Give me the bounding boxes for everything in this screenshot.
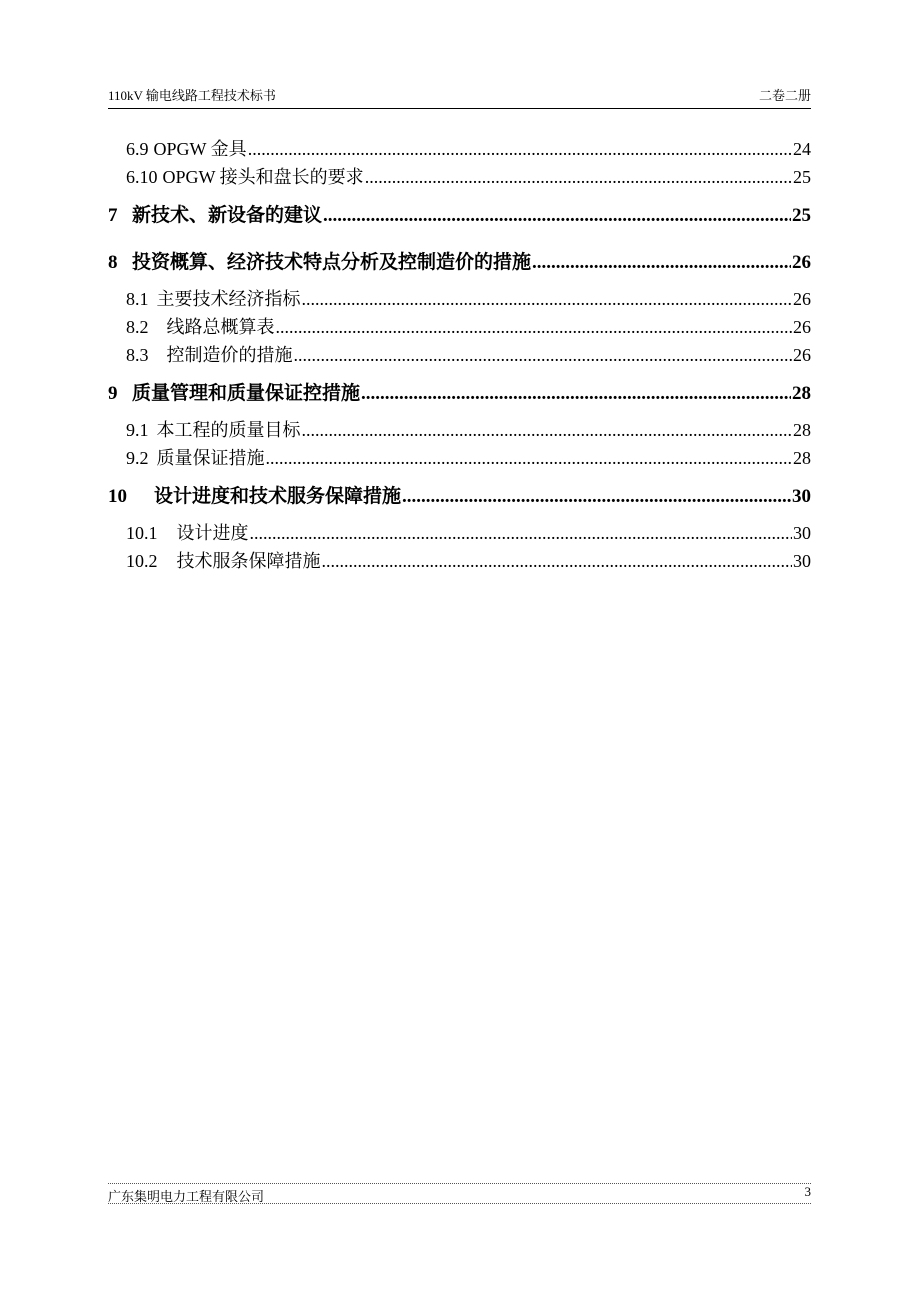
toc-title: 线路总概算表 <box>166 317 275 337</box>
toc-leader <box>276 317 793 338</box>
toc-title: 设计进度和技术服务保障措施 <box>154 486 402 507</box>
toc-leader <box>302 289 793 310</box>
page-footer <box>108 1183 811 1205</box>
toc-leader <box>361 383 791 405</box>
toc-entry-8[interactable] <box>108 247 811 273</box>
toc-leader <box>532 252 791 274</box>
toc-number: 10.1 <box>126 523 158 543</box>
toc-entry-8-2[interactable] <box>126 313 811 339</box>
toc-entry-6-9[interactable] <box>126 135 811 161</box>
toc-number: 8.3 <box>126 345 149 365</box>
toc-page: 28 <box>793 448 811 468</box>
toc-number: 9.2 <box>126 448 149 468</box>
toc-number: 9 <box>108 383 118 404</box>
toc-leader <box>302 420 793 441</box>
toc-entry-8-1[interactable] <box>126 285 811 311</box>
toc-entry-6-10[interactable] <box>126 163 811 189</box>
toc-number: 8 <box>108 252 118 273</box>
company-name: 广东集明电力工程有限公司 <box>108 1189 265 1204</box>
volume-label: 二卷二册 <box>758 88 811 103</box>
toc-page: 26 <box>793 345 811 365</box>
toc-title: OPGW 金具 <box>153 139 247 159</box>
toc-number: 10 <box>108 486 127 507</box>
toc-title: 技术服条保障措施 <box>176 551 321 571</box>
toc-number: 6.9 <box>126 139 149 159</box>
toc-page: 30 <box>792 486 811 507</box>
toc-title: 投资概算、经济技术特点分析及控制造价的措施 <box>132 252 532 273</box>
toc-title: 质量管理和质量保证控措施 <box>132 383 361 404</box>
toc-entry-8-3[interactable] <box>126 341 811 367</box>
toc-title: 设计进度 <box>176 523 249 543</box>
toc-number: 8.2 <box>126 317 149 337</box>
toc-leader <box>294 345 793 366</box>
toc-title: 质量保证措施 <box>156 448 265 468</box>
toc-entry-10[interactable] <box>108 481 811 507</box>
toc-number: 8.1 <box>126 289 149 309</box>
toc-leader <box>402 486 791 508</box>
toc-leader <box>250 523 793 544</box>
toc-page: 26 <box>792 252 811 273</box>
toc-leader <box>266 448 793 469</box>
toc-leader <box>248 139 792 160</box>
footer-rule-top <box>108 1183 811 1185</box>
toc-page: 30 <box>793 551 811 571</box>
toc-page: 24 <box>793 139 811 159</box>
toc-leader <box>365 167 792 188</box>
toc-entry-10-2[interactable] <box>126 547 811 573</box>
page-number: 3 <box>804 1184 811 1199</box>
toc-entry-9-1[interactable] <box>126 416 811 442</box>
toc-page: 25 <box>793 167 811 187</box>
toc-number: 10.2 <box>126 551 158 571</box>
toc-leader <box>323 205 791 227</box>
document-title: 110kV 输电线路工程技术标书 <box>108 88 276 103</box>
toc-page: 28 <box>793 420 811 440</box>
footer-rule-bottom <box>108 1203 811 1205</box>
toc-page: 26 <box>793 317 811 337</box>
toc-page: 30 <box>793 523 811 543</box>
toc-number: 7 <box>108 205 118 226</box>
toc-page: 28 <box>792 383 811 404</box>
toc-title: 主要技术经济指标 <box>156 289 301 309</box>
toc-title: OPGW 接头和盘长的要求 <box>162 167 364 187</box>
toc-page: 25 <box>792 205 811 226</box>
toc-number: 9.1 <box>126 420 149 440</box>
toc-page: 26 <box>793 289 811 309</box>
page-header <box>108 86 811 109</box>
toc-leader <box>322 551 793 572</box>
toc-title: 控制造价的措施 <box>166 345 293 365</box>
toc-entry-7[interactable] <box>108 200 811 226</box>
toc-entry-10-1[interactable] <box>126 519 811 545</box>
toc-number: 6.10 <box>126 167 158 187</box>
toc-title: 新技术、新设备的建议 <box>132 205 323 226</box>
toc-title: 本工程的质量目标 <box>156 420 301 440</box>
toc-entry-9[interactable] <box>108 378 811 404</box>
toc-entry-9-2[interactable] <box>126 444 811 470</box>
